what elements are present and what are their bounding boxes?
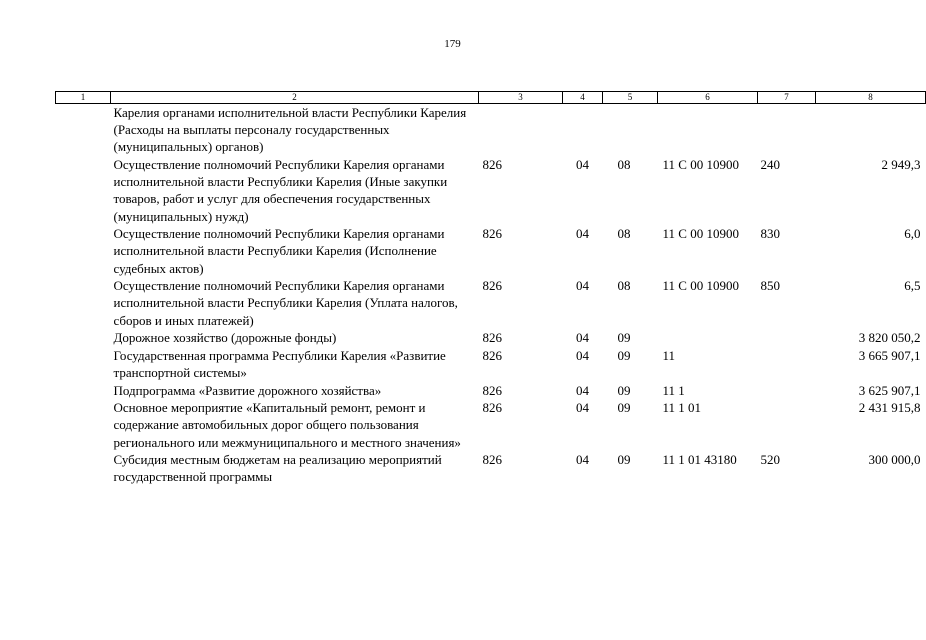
cell-section: 04: [576, 382, 589, 398]
cell-amount: 3 625 907,1: [858, 382, 921, 398]
cell-amount: 3 665 907,1: [858, 347, 921, 363]
cell-amount: 6,5: [904, 278, 921, 294]
cell-ministry-code: 826: [482, 226, 502, 242]
cell-subsection: 09: [617, 330, 631, 346]
cell-ministry-code: 826: [482, 382, 502, 398]
cell-ministry-code: 826: [482, 157, 502, 172]
cell-ministry-code: [479, 104, 563, 157]
cell-number: [56, 399, 111, 451]
column-header-7: 7: [758, 92, 816, 104]
cell-ministry-code: 826: [482, 347, 502, 363]
cell-item-name: Основное мероприятие «Капитальный ремонт, ремонт и содержание автомобильных дорог общего пользования регионального или межмуниципального и местного значения»: [113, 400, 461, 450]
cell-section: 04: [576, 226, 589, 242]
cell-section: 04: [576, 400, 589, 416]
cell-target-item: [658, 329, 758, 347]
cell-item-name: Осуществление полномочий Республики Карелия органами исполнительной власти Республики Карелия (Иные закупки товаров, работ и услуг для обеспечения государственных (муниципальных) нужд): [113, 157, 448, 224]
cell-number: [56, 225, 111, 277]
cell-ministry-code: 826: [482, 452, 502, 468]
cell-number: [56, 451, 111, 486]
cell-number: [56, 382, 111, 400]
cell-item-name: Осуществление полномочий Республики Карелия органами исполнительной власти Республики Карелия (Уплата налогов, сборов и иных платежей): [113, 278, 458, 328]
cell-target-item: 11 С 00 10900: [662, 157, 739, 172]
cell-item-name: Государственная программа Республики Карелия «Развитие транспортной системы»: [113, 347, 446, 380]
cell-target-item: 11: [662, 347, 676, 363]
column-header-1: 1: [56, 92, 111, 104]
cell-section: 04: [576, 278, 589, 294]
column-header-8: 8: [816, 92, 926, 104]
cell-target-item: 11 1 01 43180: [662, 452, 737, 468]
table-row: [56, 225, 926, 277]
cell-item-name: Карелия органами исполнительной власти Республики Карелия (Расходы на выплаты персоналу государственных (муниципальных) органов): [113, 105, 467, 155]
cell-target-item: 11 С 00 10900: [662, 226, 739, 242]
cell-subsection: 09: [617, 347, 631, 363]
cell-amount: 300 000,0: [868, 452, 921, 468]
cell-number: [56, 347, 111, 382]
cell-number: [56, 104, 111, 157]
table-row: [56, 347, 926, 382]
cell-expense-type: [758, 104, 816, 157]
cell-section: 04: [576, 347, 589, 363]
cell-section: [563, 104, 603, 157]
cell-amount: [816, 104, 926, 157]
cell-expense-type: 520: [760, 452, 780, 468]
cell-subsection: 09: [617, 382, 631, 398]
table-row: [56, 156, 926, 225]
cell-subsection: 09: [617, 400, 631, 416]
cell-section: 04: [576, 330, 589, 346]
cell-expense-type: [758, 382, 816, 400]
cell-item-name: Дорожное хозяйство (дорожные фонды): [113, 330, 337, 346]
table-header-row: [56, 92, 926, 104]
cell-ministry-code: 826: [482, 400, 502, 416]
cell-target-item: 11 1: [662, 382, 685, 398]
cell-subsection: 08: [617, 278, 631, 294]
table-row: [56, 382, 926, 400]
cell-section: 04: [576, 452, 589, 468]
cell-target-item: 11 1 01: [662, 400, 702, 416]
cell-target-item: 11 С 00 10900: [662, 278, 739, 294]
cell-expense-type: 240: [760, 157, 780, 172]
cell-subsection: 08: [617, 226, 631, 242]
cell-ministry-code: 826: [482, 330, 502, 346]
cell-subsection: [603, 104, 658, 157]
cell-number: [56, 156, 111, 225]
column-header-4: 4: [563, 92, 603, 104]
table-row: [56, 451, 926, 486]
cell-expense-type: 850: [760, 278, 780, 294]
column-header-6: 6: [658, 92, 758, 104]
column-header-5: 5: [603, 92, 658, 104]
column-header-3: 3: [479, 92, 563, 104]
cell-amount: 2 949,3: [881, 157, 921, 172]
cell-section: 04: [576, 157, 589, 172]
page-number: 179: [444, 38, 461, 50]
table-row: [56, 329, 926, 347]
cell-item-name: Субсидия местным бюджетам на реализацию мероприятий государственной программы: [113, 452, 442, 485]
table-row: [56, 104, 926, 157]
cell-subsection: 08: [617, 157, 631, 172]
table-row: [56, 277, 926, 329]
cell-number: [56, 277, 111, 329]
budget-table: [55, 91, 926, 486]
cell-ministry-code: 826: [482, 278, 502, 294]
cell-expense-type: [758, 347, 816, 382]
cell-target-item: [658, 104, 758, 157]
cell-amount: 6,0: [904, 226, 921, 242]
cell-expense-type: [758, 399, 816, 451]
cell-subsection: 09: [617, 452, 631, 468]
cell-number: [56, 329, 111, 347]
cell-amount: 2 431 915,8: [858, 400, 921, 416]
cell-expense-type: [758, 329, 816, 347]
cell-item-name: Осуществление полномочий Республики Карелия органами исполнительной власти Республики Карелия (Исполнение судебных актов): [113, 226, 445, 276]
cell-item-name: Подпрограмма «Развитие дорожного хозяйства»: [113, 382, 382, 398]
cell-expense-type: 830: [760, 226, 780, 242]
cell-amount: 3 820 050,2: [858, 330, 921, 346]
column-header-2: 2: [111, 92, 479, 104]
table-row: [56, 399, 926, 451]
